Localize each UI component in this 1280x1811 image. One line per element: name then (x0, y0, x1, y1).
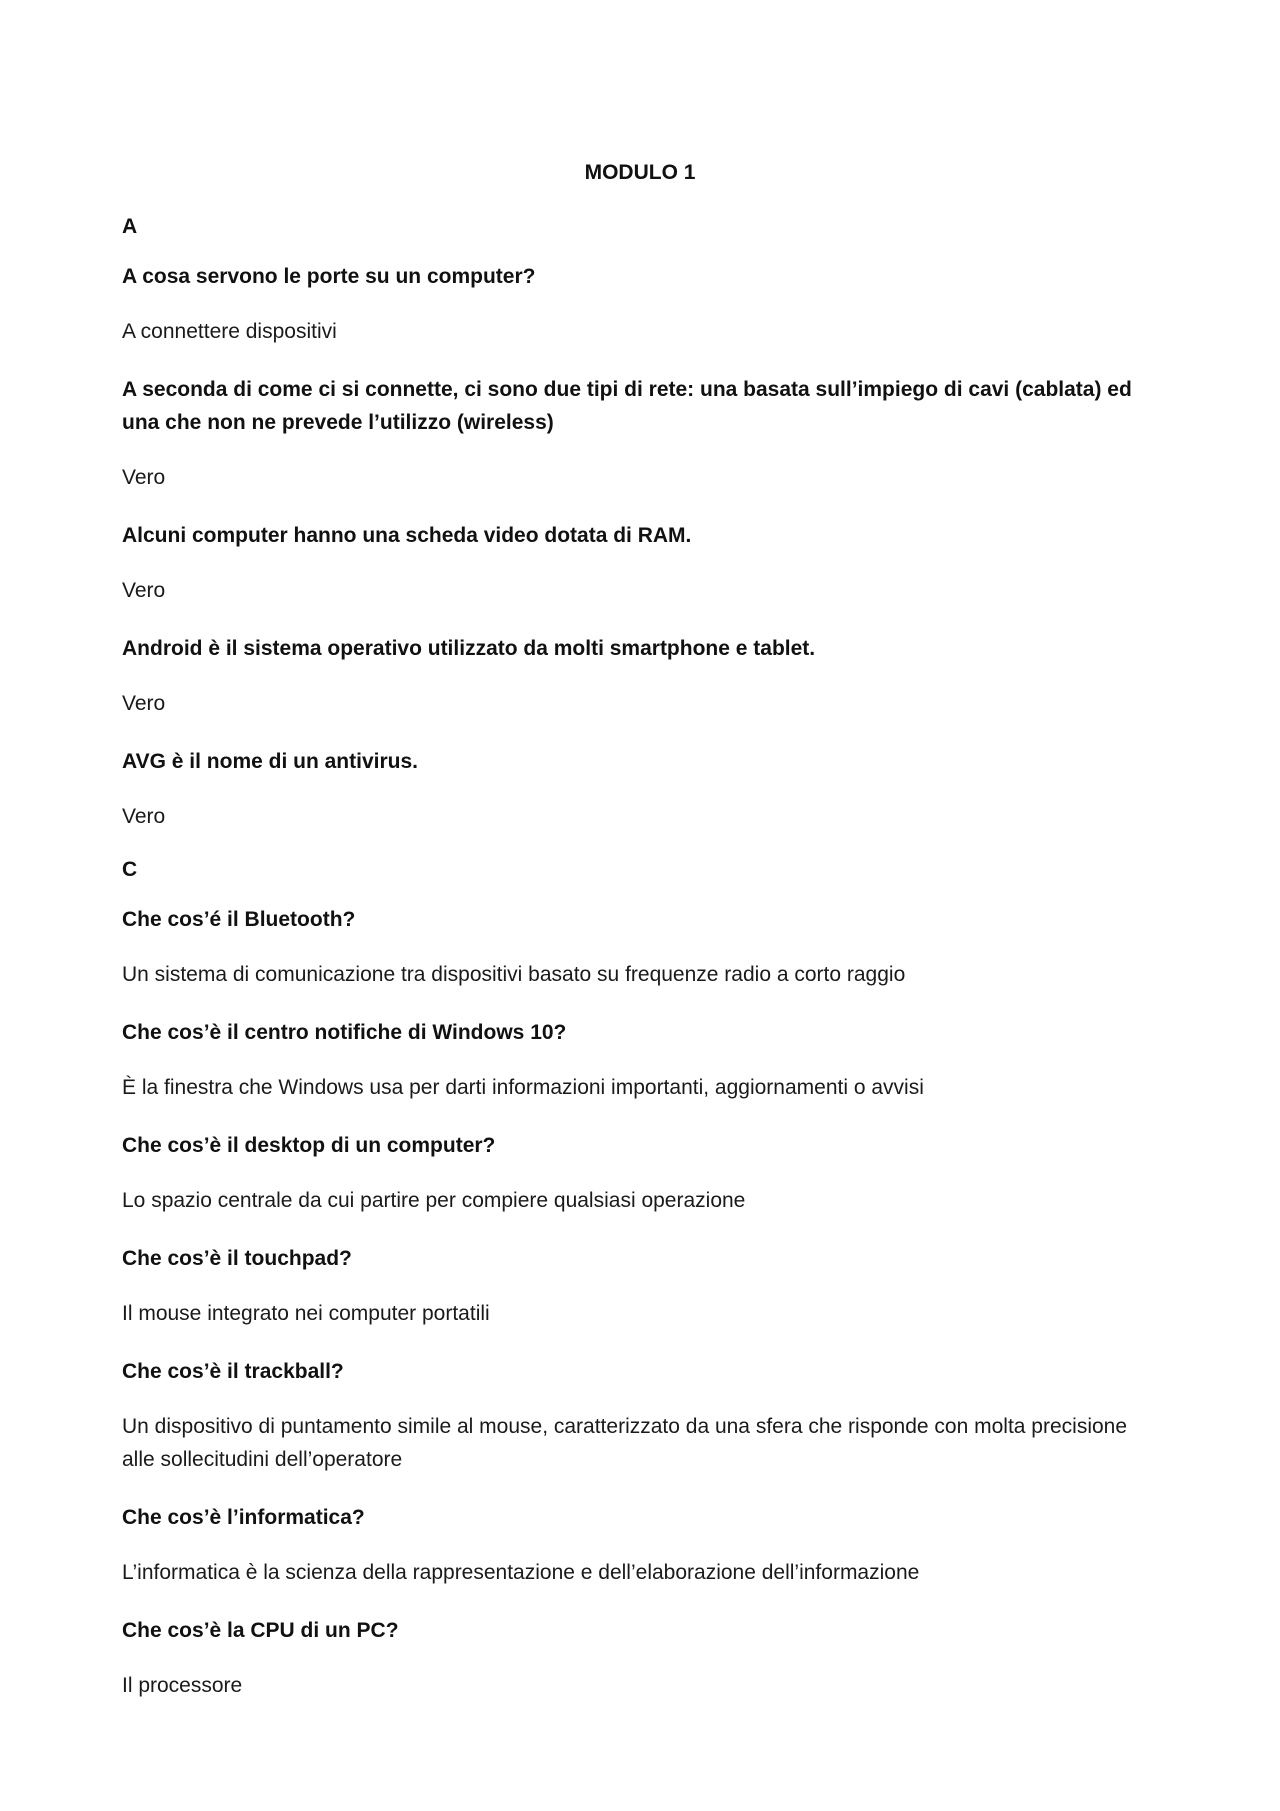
answer-text: A connettere dispositivi (122, 320, 337, 343)
answer-text: Il mouse integrato nei computer portatili (122, 1302, 490, 1325)
answer-text: È la finestra che Windows usa per darti informazioni importanti, aggiornamenti o avvisi (122, 1076, 924, 1099)
answer-text: Vero (122, 805, 166, 828)
question-text: A seconda di come ci si connette, ci sono due tipi di rete: una basata sull’impiego di cavi (cablata) ed una che non ne prevede l’utilizzo (wireless) (122, 378, 1132, 434)
question-text: Che cos’é il Bluetooth? (122, 908, 356, 931)
qa-item (122, 1016, 1150, 1104)
answer-text: Un dispositivo di puntamento simile al mouse, caratterizzato da una sfera che risponde con molta precisione alle sollecitudini dell’operatore (122, 1415, 1128, 1471)
question-text: Alcuni computer hanno una scheda video dotata di RAM. (122, 524, 692, 547)
answer-text: Il processore (122, 1674, 243, 1697)
qa-item (122, 519, 1150, 607)
answer-text: Un sistema di comunicazione tra dispositivi basato su frequenze radio a corto raggio (122, 963, 906, 986)
qa-item (122, 632, 1150, 720)
question-text: Che cos’è il touchpad? (122, 1247, 352, 1270)
question-text: AVG è il nome di un antivirus. (122, 750, 418, 773)
qa-item (122, 373, 1150, 494)
question-text: Che cos’è la CPU di un PC? (122, 1619, 399, 1642)
question-text: Che cos’è il trackball? (122, 1360, 344, 1383)
question-text: A cosa servono le porte su un computer? (122, 265, 536, 288)
qa-item (122, 1501, 1150, 1589)
answer-text: Vero (122, 466, 166, 489)
question-text: Che cos’è il desktop di un computer? (122, 1134, 496, 1157)
answer-text: Vero (122, 579, 166, 602)
document-title: MODULO 1 (584, 161, 696, 184)
section-letter-c: C (122, 858, 138, 881)
section-letter-a: A (122, 215, 138, 238)
qa-item (122, 1242, 1150, 1330)
qa-item (122, 903, 1150, 991)
qa-item (122, 745, 1150, 833)
question-text: Che cos’è il centro notifiche di Windows 10? (122, 1021, 567, 1044)
qa-item (122, 1614, 1150, 1702)
answer-text: Vero (122, 692, 166, 715)
answer-text: L’informatica è la scienza della rappresentazione e dell’elaborazione dell’informazione (122, 1561, 920, 1584)
qa-item (122, 1129, 1150, 1217)
question-text: Che cos’è l’informatica? (122, 1506, 365, 1529)
question-text: Android è il sistema operativo utilizzato da molti smartphone e tablet. (122, 637, 816, 660)
qa-item (122, 260, 1150, 348)
qa-item (122, 1355, 1150, 1476)
answer-text: Lo spazio centrale da cui partire per compiere qualsiasi operazione (122, 1189, 746, 1212)
